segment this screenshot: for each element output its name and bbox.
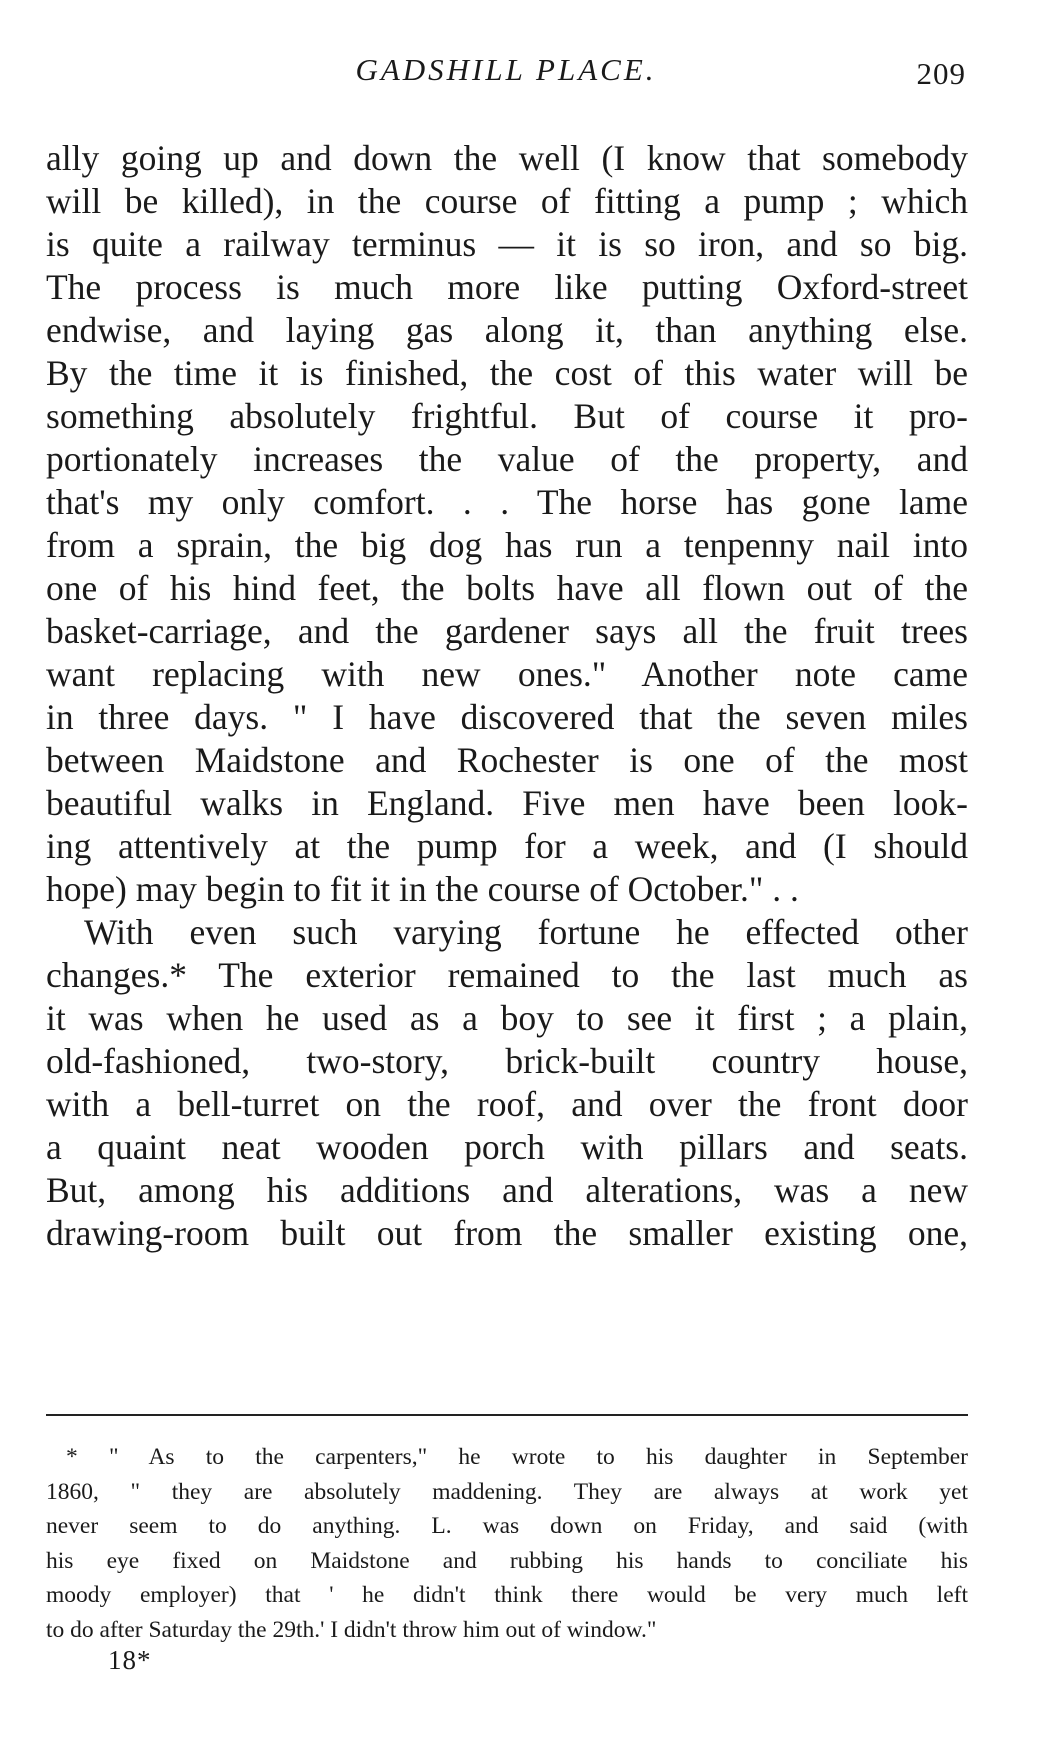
body-line: will be killed), in the course of fitting a pump ; which xyxy=(46,181,968,221)
body-line: it was when he used as a boy to see it first ; a plain, xyxy=(46,998,968,1038)
body-line: The process is much more like putting Oxford-street xyxy=(46,267,968,307)
body-line: want replacing with new ones." Another note came xyxy=(46,654,968,694)
footnote-line: moody employer) that ' he didn't think there would be very much left xyxy=(46,1582,968,1608)
body-line: one of his hind feet, the bolts have all flown out of the xyxy=(46,568,968,608)
body-line: old-fashioned, two-story, brick-built country house, xyxy=(46,1041,968,1081)
body-line: ally going up and down the well (I know that somebody xyxy=(46,138,968,178)
body-line: portionately increases the value of the property, and xyxy=(46,439,968,479)
body-line: from a sprain, the big dog has run a tenpenny nail into xyxy=(46,525,968,565)
body-line: something absolutely frightful. But of course it pro- xyxy=(46,396,968,436)
signature-mark: 18* xyxy=(108,1645,152,1675)
footnote-divider xyxy=(46,1414,968,1416)
body-line: By the time it is finished, the cost of this water will be xyxy=(46,353,968,393)
body-line: in three days. " I have discovered that the seven miles xyxy=(46,697,968,737)
body-text xyxy=(46,137,968,1255)
footnote-line: 1860, " they are absolutely maddening. They are always at work yet xyxy=(46,1478,968,1505)
body-line: ing attentively at the pump for a week, and (I should xyxy=(46,826,968,866)
body-line: is quite a railway terminus — it is so iron, and so big. xyxy=(46,224,968,264)
body-line: But, among his additions and alterations, was a new xyxy=(46,1170,968,1210)
body-line: basket-carriage, and the gardener says all the fruit trees xyxy=(46,611,968,651)
body-line: With even such varying fortune he effected other xyxy=(84,912,968,952)
body-line: endwise, and laying gas along it, than anything else. xyxy=(46,310,968,350)
footnote-line: his eye fixed on Maidstone and rubbing his hands to conciliate his xyxy=(46,1547,968,1574)
body-line: with a bell-turret on the roof, and over the front door xyxy=(46,1084,968,1124)
footnote-line: to do after Saturday the 29th.' I didn't throw him out of window." xyxy=(46,1616,657,1643)
footnote-line: * " As to the carpenters," he wrote to his daughter in September xyxy=(66,1444,968,1470)
body-line: changes.* The exterior remained to the last much as xyxy=(46,955,968,995)
body-line: a quaint neat wooden porch with pillars and seats. xyxy=(46,1127,968,1167)
running-title: GADSHILL PLACE. xyxy=(355,52,657,87)
page-header xyxy=(46,52,966,102)
footnote-line: never seem to do anything. L. was down on Friday, and said (with xyxy=(46,1513,968,1539)
body-line: drawing-room built out from the smaller existing one, xyxy=(46,1213,968,1253)
page-number: 209 xyxy=(916,56,966,91)
body-line: hope) may begin to fit it in the course of October." . . xyxy=(46,869,799,909)
footnote xyxy=(46,1440,968,1647)
body-line: that's my only comfort. . . The horse has gone lame xyxy=(46,482,968,522)
body-line: beautiful walks in England. Five men have been look- xyxy=(46,783,968,823)
body-line: between Maidstone and Rochester is one of the most xyxy=(46,740,968,780)
